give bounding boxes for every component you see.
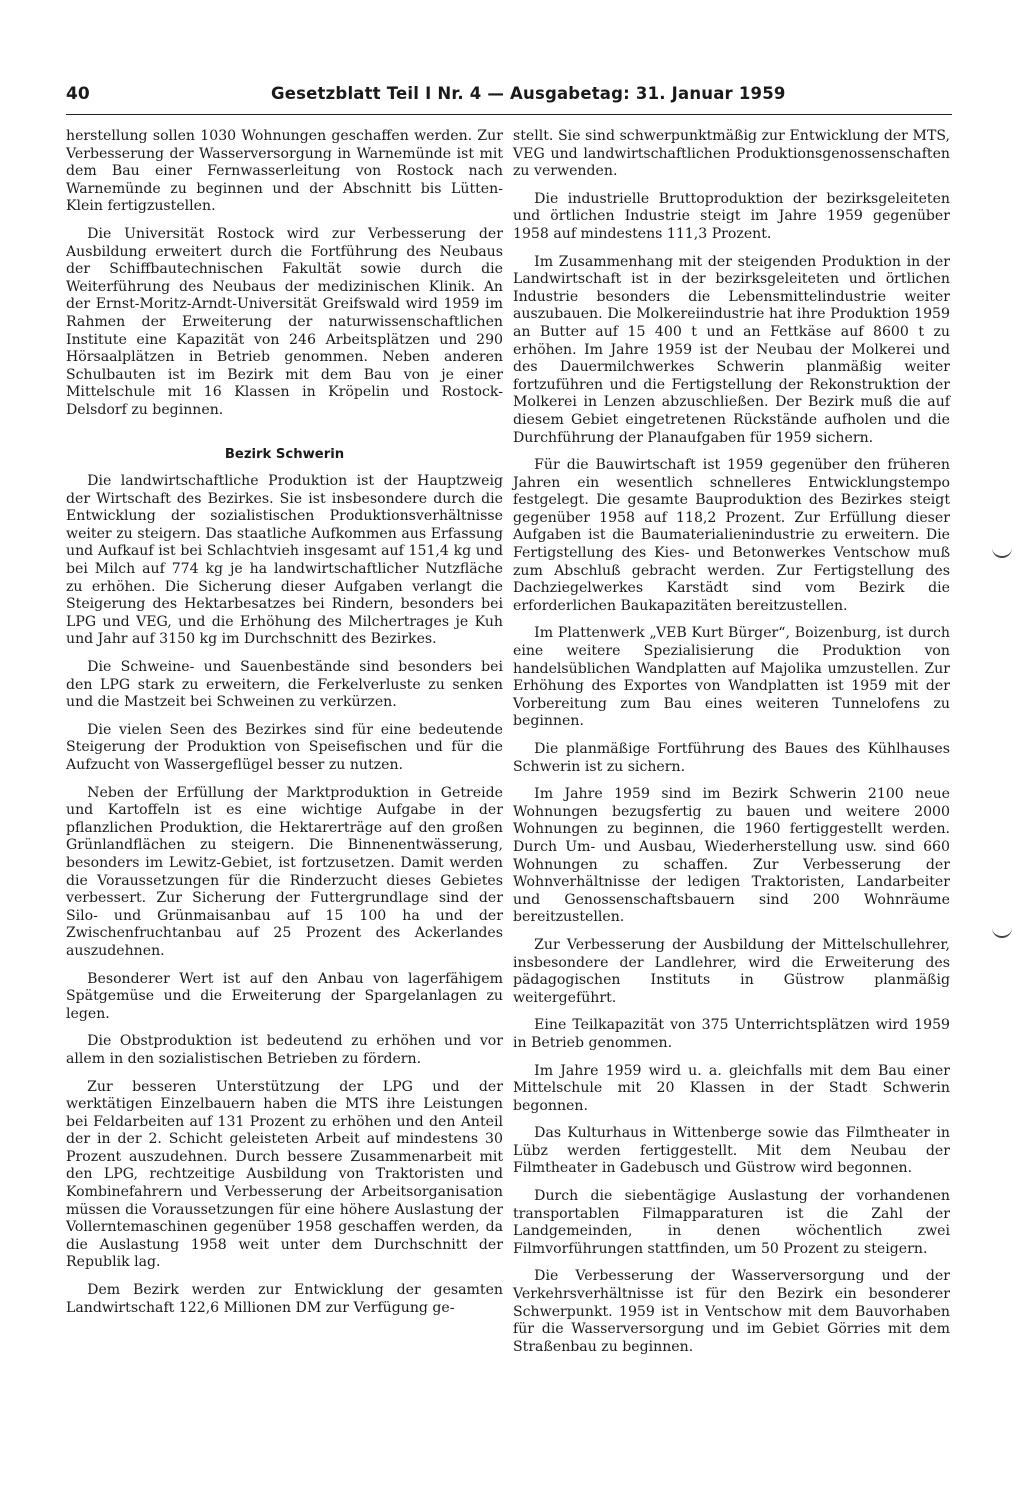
paragraph: Eine Teilkapazität von 375 Unterrichtsplätzen wird 1959 in Betrieb genommen. <box>513 1017 950 1051</box>
paragraph: Die planmäßige Fortführung des Baues des Kühlhauses Schwerin ist zu sichern. <box>513 741 950 775</box>
left-column <box>66 128 503 1327</box>
running-head: Gesetzblatt Teil I Nr. 4 — Ausgabetag: 31. Januar 1959 <box>271 84 786 103</box>
paragraph: Im Jahre 1959 wird u. a. gleichfalls mit dem Bau einer Mittelschule mit 20 Klassen in der Stadt Schwerin begonnen. <box>513 1062 950 1114</box>
paragraph: Im Plattenwerk „VEB Kurt Bürger“, Boizenburg, ist durch eine weitere Spezialisierung die Produktion von handelsüblichen Wandplatten auf Majolika umzustellen. Zur Erhöhung des Exportes von Wandplatten ist 1959 mit der Vorbereitung zum Bau eines weiteren Tunnelofens zu beginnen. <box>513 625 950 730</box>
paragraph: Die Schweine- und Sauenbestände sind besonders bei den LPG stark zu erweitern, die Ferkelverluste zu senken und die Mastzeit bei Schweinen zu verkürzen. <box>66 659 503 711</box>
paragraph: Die industrielle Bruttoproduktion der bezirksgeleiteten und örtlichen Industrie steigt im Jahre 1959 gegenüber 1958 auf mindestens 111,3 Prozent. <box>513 190 950 242</box>
paragraph: Die Universität Rostock wird zur Verbesserung der Ausbildung erweitert durch die Fortführung des Neubaus der Schiffbautechnischen Fakultät sowie durch die Weiterführung des Neubaus der medizinischen Klinik. An der Ernst-Moritz-Arndt-Universität Greifswald wird 1959 im Rahmen der Erweiterung der naturwissenschaftlichen Institute eine Kapazität von 246 Arbeitsplätzen und 290 Hörsaalplätzen in Betrieb genommen. Neben anderen Schulbauten ist im Bezirk mit dem Bau von je einer Mittelschule mit 16 Klassen in Kröpelin und Rostock-Delsdorf zu beginnen. <box>66 225 503 418</box>
margin-mark <box>992 548 1012 558</box>
paragraph: Besonderer Wert ist auf den Anbau von lagerfähigem Spätgemüse und die Erweiterung der Spargelanlagen zu legen. <box>66 970 503 1022</box>
paragraph: Neben der Erfüllung der Marktproduktion in Getreide und Kartoffeln ist es eine wichtige Aufgabe in der pflanzlichen Produktion, die Hektarerträge auf den großen Grünlandflächen zu steigern. Die Binnenentwässerung, besonders im Lewitz-Gebiet, ist fortzusetzen. Damit werden die Voraussetzungen für die Rinderzucht dieses Gebietes verbessert. Zur Sicherung der Futtergrundlage sind der Silo- und Grünmaisanbau auf 15 100 ha und der Zwischenfruchtanbau auf 25 Prozent des Ackerlandes auszudehnen. <box>66 784 503 959</box>
paragraph: Im Zusammenhang mit der steigenden Produktion in der Landwirtschaft ist in der bezirksgeleiteten und örtlichen Industrie besonders die Lebensmittelindustrie weiter auszubauen. Die Molkereiindustrie hat ihre Produktion 1959 an Butter auf 15 400 t und an Fettkäse auf 8600 t zu erhöhen. Im Jahre 1959 ist der Neubau der Molkerei und des Dauermilchwerkes Schwerin planmäßig weiter fortzuführen und die Fertigstellung der Rekonstruktion der Molkerei in Lenzen abzuschließen. Der Bezirk muß die auf diesem Gebiet eingetretenen Rückstände aufholen und die Durchführung der Planaufgaben für 1959 sichern. <box>513 253 950 446</box>
paragraph: Durch die siebentägige Auslastung der vorhandenen transportablen Filmapparaturen ist die Zahl der Landgemeinden, in denen wöchentlich zwei Filmvorführungen stattfinden, um 50 Prozent zu steigern. <box>513 1188 950 1257</box>
paragraph: Zur Verbesserung der Ausbildung der Mittelschullehrer, insbesondere der Landlehrer, wird die Erweiterung des pädagogischen Instituts in Güstrow planmäßig weitergeführt. <box>513 936 950 1006</box>
margin-mark <box>992 928 1012 938</box>
section-heading: Bezirk Schwerin <box>224 446 345 462</box>
paragraph: Dem Bezirk werden zur Entwicklung der gesamten Landwirtschaft 122,6 Millionen DM zur Verfügung ge- <box>66 1282 503 1316</box>
paragraph: Die landwirtschaftliche Produktion ist der Hauptzweig der Wirtschaft des Bezirkes. Sie ist insbesondere durch die Entwicklung der sozialistischen Produktionsverhältnisse weiter zu steigern. Das staatliche Aufkommen aus Erfassung und Aufkauf ist bei Schlachtvieh insgesamt auf 151,4 kg und bei Milch auf 774 kg je ha landwirtschaftlicher Nutzfläche zu erhöhen. Die Sicherung dieser Aufgaben verlangt die Steigerung des Hektarbesatzes bei Rindern, besonders bei LPG und VEG, und die Erhöhung des Milchertrages je Kuh und Jahr auf 3150 kg im Durchschnitt des Bezirkes. <box>66 473 503 648</box>
right-column <box>513 128 950 1366</box>
paragraph: Zur besseren Unterstützung der LPG und der werktätigen Einzelbauern haben die MTS ihre Leistungen bei Feldarbeiten auf 131 Prozent zu erhöhen und den Anteil der in der 2. Schicht geleisteten Arbeit auf mindestens 30 Prozent auszudehnen. Durch bessere Zusammenarbeit mit den LPG, rechtzeitige Ausbildung von Traktoristen und Kombinefahrern und Verbesserung der Arbeitsorganisation müssen die Voraussetzungen für eine höhere Auslastung der Vollerntemaschinen gegenüber 1958 geschaffen werden, da die Auslastung 1958 weit unter dem Durchschnitt der Republik lag. <box>66 1078 503 1271</box>
paragraph: Das Kulturhaus in Wittenberge sowie das Filmtheater in Lübz werden fertiggestellt. Mit dem Neubau der Filmtheater in Gadebusch und Güstrow wird begonnen. <box>513 1125 950 1177</box>
paragraph: Die vielen Seen des Bezirkes sind für eine bedeutende Steigerung der Produktion von Speisefischen und für die Aufzucht von Wassergeflügel besser zu nutzen. <box>66 721 503 773</box>
paragraph: Im Jahre 1959 sind im Bezirk Schwerin 2100 neue Wohnungen bezugsfertig zu bauen und weitere 2000 Wohnungen zu beginnen, die 1960 fertiggestellt werden. Durch Um- und Ausbau, Wiederherstellung usw. sind 660 Wohnungen zu schaffen. Zur Verbesserung der Wohnverhältnisse der ledigen Traktoristen, Landarbeiter und Genossenschaftsbauern sind 200 Wohnräume bereitzustellen. <box>513 786 950 926</box>
paragraph: Die Obstproduktion ist bedeutend zu erhöhen und vor allem in den sozialistischen Betrieben zu fördern. <box>66 1033 503 1067</box>
paragraph: stellt. Sie sind schwerpunktmäßig zur Entwicklung der MTS, VEG und landwirtschaftlichen Produktionsgenossenschaften zu verwenden. <box>513 128 950 180</box>
paragraph: Die Verbesserung der Wasserversorgung und der Verkehrsverhältnisse ist für den Bezirk ein besonderer Schwerpunkt. 1959 ist in Ventschow mit dem Bauvorhaben für die Wasserversorgung und im Gebiet Görries mit dem Straßenbau zu beginnen. <box>513 1268 950 1355</box>
page-number: 40 <box>66 84 90 104</box>
paragraph: Für die Bauwirtschaft ist 1959 gegenüber den früheren Jahren ein wesentlich schnelleres Entwicklungstempo festgelegt. Die gesamte Bauproduktion des Bezirkes steigt gegenüber 1958 auf 118,2 Prozent. Zur Erfüllung dieser Aufgaben ist die Baumaterialienindustrie zu erweitern. Die Fertigstellung des Kies- und Betonwerkes Ventschow muß zum Abschluß gebracht werden. Zur Fertigstellung des Dachziegelwerkes Karstädt sind vom Bezirk die erforderlichen Baukapazitäten bereitzustellen. <box>513 457 950 614</box>
paragraph: herstellung sollen 1030 Wohnungen geschaffen werden. Zur Verbesserung der Wasserversorgung in Warnemünde ist mit dem Bau einer Fernwasserleitung von Rostock nach Warnemünde zu beginnen und der Abschnitt bis Lütten-Klein fertigzustellen. <box>66 128 503 215</box>
page-header <box>66 84 952 115</box>
